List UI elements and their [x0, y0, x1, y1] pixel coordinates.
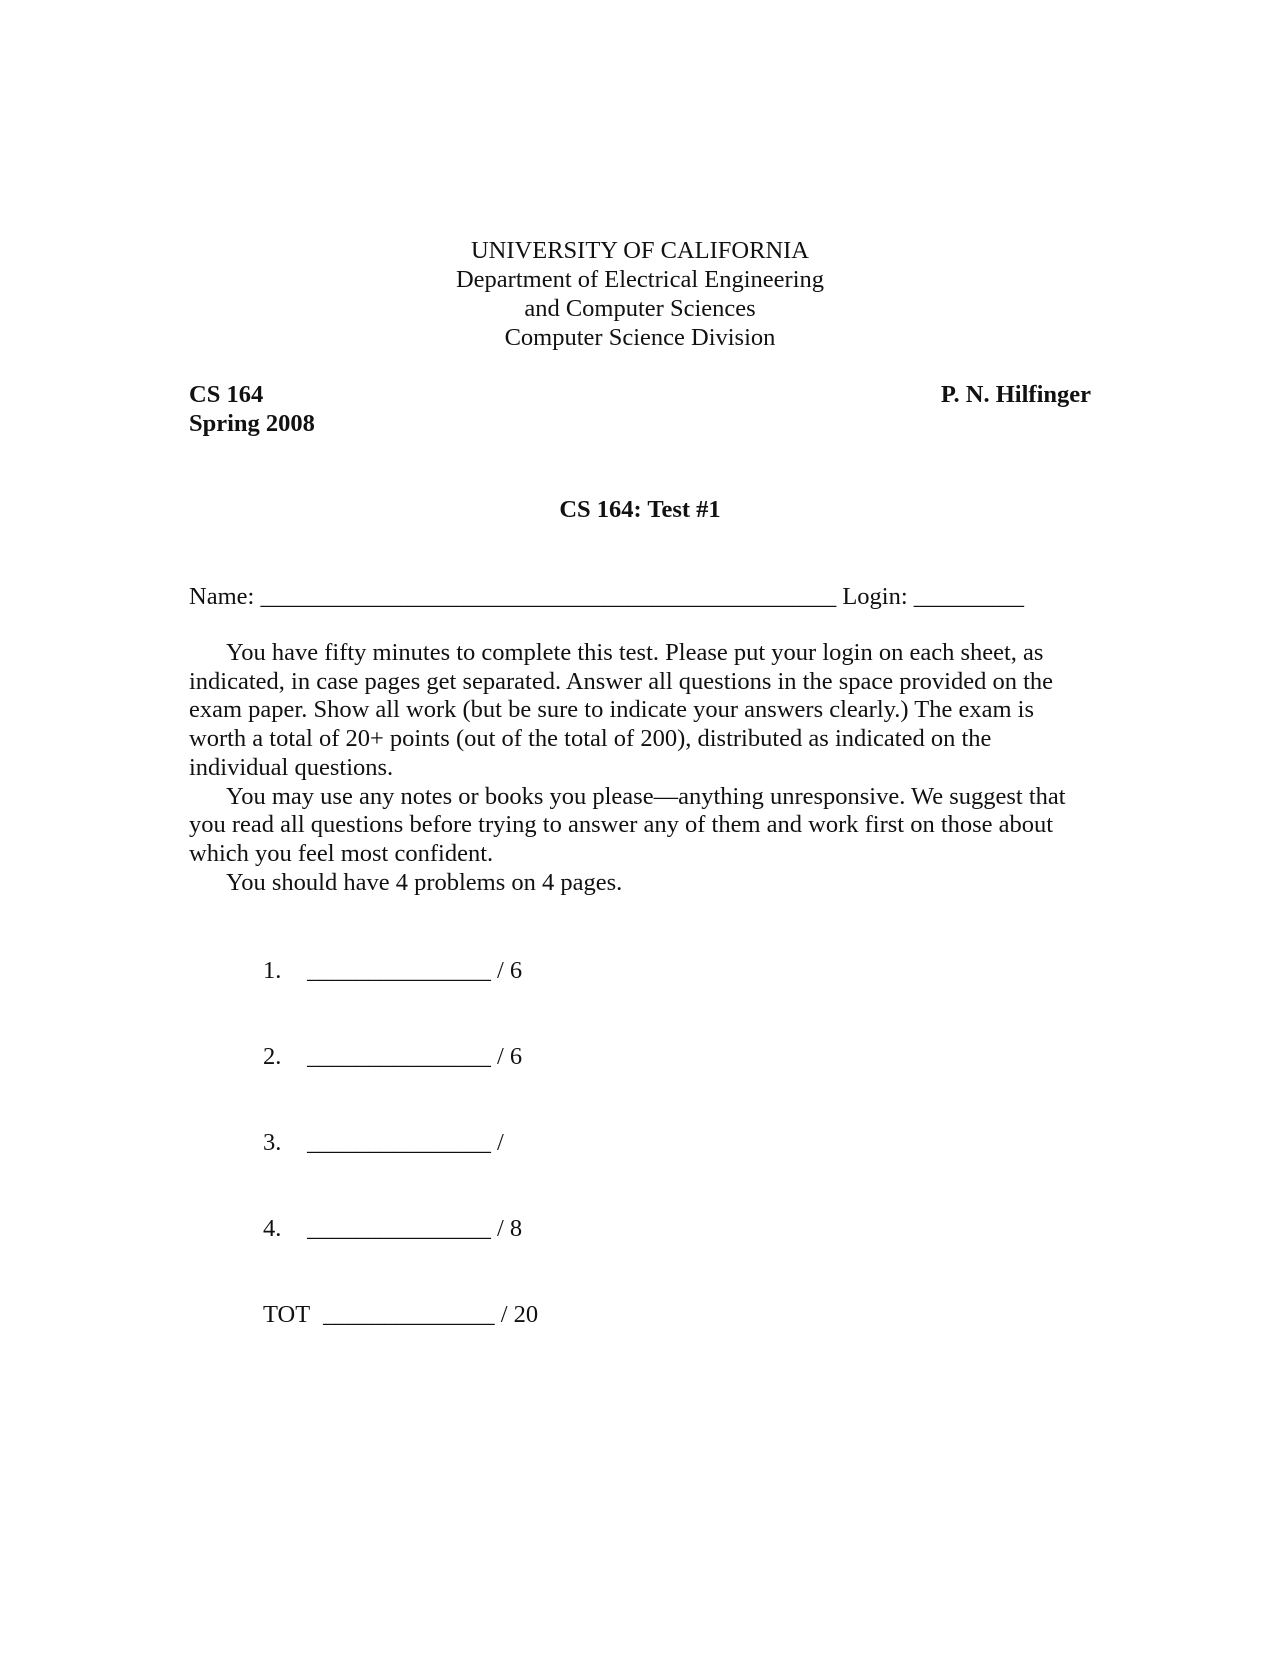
- department-line-1: Department of Electrical Engineering: [455, 266, 824, 293]
- problem-number: 1.: [263, 957, 282, 984]
- problem-number: 4.: [263, 1215, 282, 1242]
- score-max: /: [497, 1129, 504, 1156]
- course-code: CS 164: [189, 381, 264, 408]
- score-row: [263, 956, 538, 1042]
- problem-number: 2.: [263, 1043, 282, 1070]
- total-label: TOT: [263, 1301, 311, 1328]
- instructor-info: [941, 380, 1091, 409]
- division-name: Computer Science Division: [504, 324, 776, 351]
- score-row: [263, 1128, 538, 1214]
- login-field[interactable]: _________: [913, 583, 1025, 610]
- identification-line: [189, 582, 1024, 611]
- problem-number: 3.: [263, 1129, 282, 1156]
- test-title: CS 164: Test #1: [559, 496, 721, 523]
- total-row: [263, 1300, 538, 1386]
- document-header: [0, 236, 1280, 352]
- total-field[interactable]: ______________: [323, 1301, 495, 1328]
- score-field[interactable]: _______________: [307, 1043, 491, 1070]
- score-row: [263, 1214, 538, 1300]
- name-field[interactable]: _______________________________________________: [260, 583, 837, 610]
- department-line-2: and Computer Sciences: [524, 295, 756, 322]
- score-table: [263, 956, 538, 1386]
- score-field[interactable]: _______________: [307, 1215, 491, 1242]
- score-max: / 6: [497, 957, 523, 984]
- score-field[interactable]: _______________: [307, 957, 491, 984]
- university-name: UNIVERSITY OF CALIFORNIA: [470, 237, 809, 264]
- instructor-name: P. N. Hilfinger: [940, 381, 1091, 408]
- course-term: Spring 2008: [189, 410, 315, 437]
- instructions: [189, 639, 1089, 897]
- login-label: Login:: [842, 583, 908, 610]
- score-row: [263, 1042, 538, 1128]
- instruction-paragraph: You should have 4 problems on 4 pages.: [226, 868, 623, 896]
- score-field[interactable]: _______________: [307, 1129, 491, 1156]
- total-max: / 20: [500, 1301, 539, 1328]
- score-max: / 8: [497, 1215, 523, 1242]
- instruction-paragraph: You have fifty minutes to complete this test. Please put your login on each sheet, as indicated, in case pages get separated. Answer all questions in the space provided on the exam paper. Show all work (but be sure to indicate your answers clearly.) The exam is worth a total of 20+ points (out of the total of 200), distributed as indicated on the individual questions.: [189, 639, 1054, 781]
- instruction-paragraph: You may use any notes or books you please—anything unresponsive. We suggest that you read all questions before trying to answer any of them and work first on those about which you feel most confident.: [189, 782, 1066, 867]
- score-max: / 6: [497, 1043, 523, 1070]
- course-info: [189, 380, 315, 438]
- name-label: Name:: [189, 583, 255, 610]
